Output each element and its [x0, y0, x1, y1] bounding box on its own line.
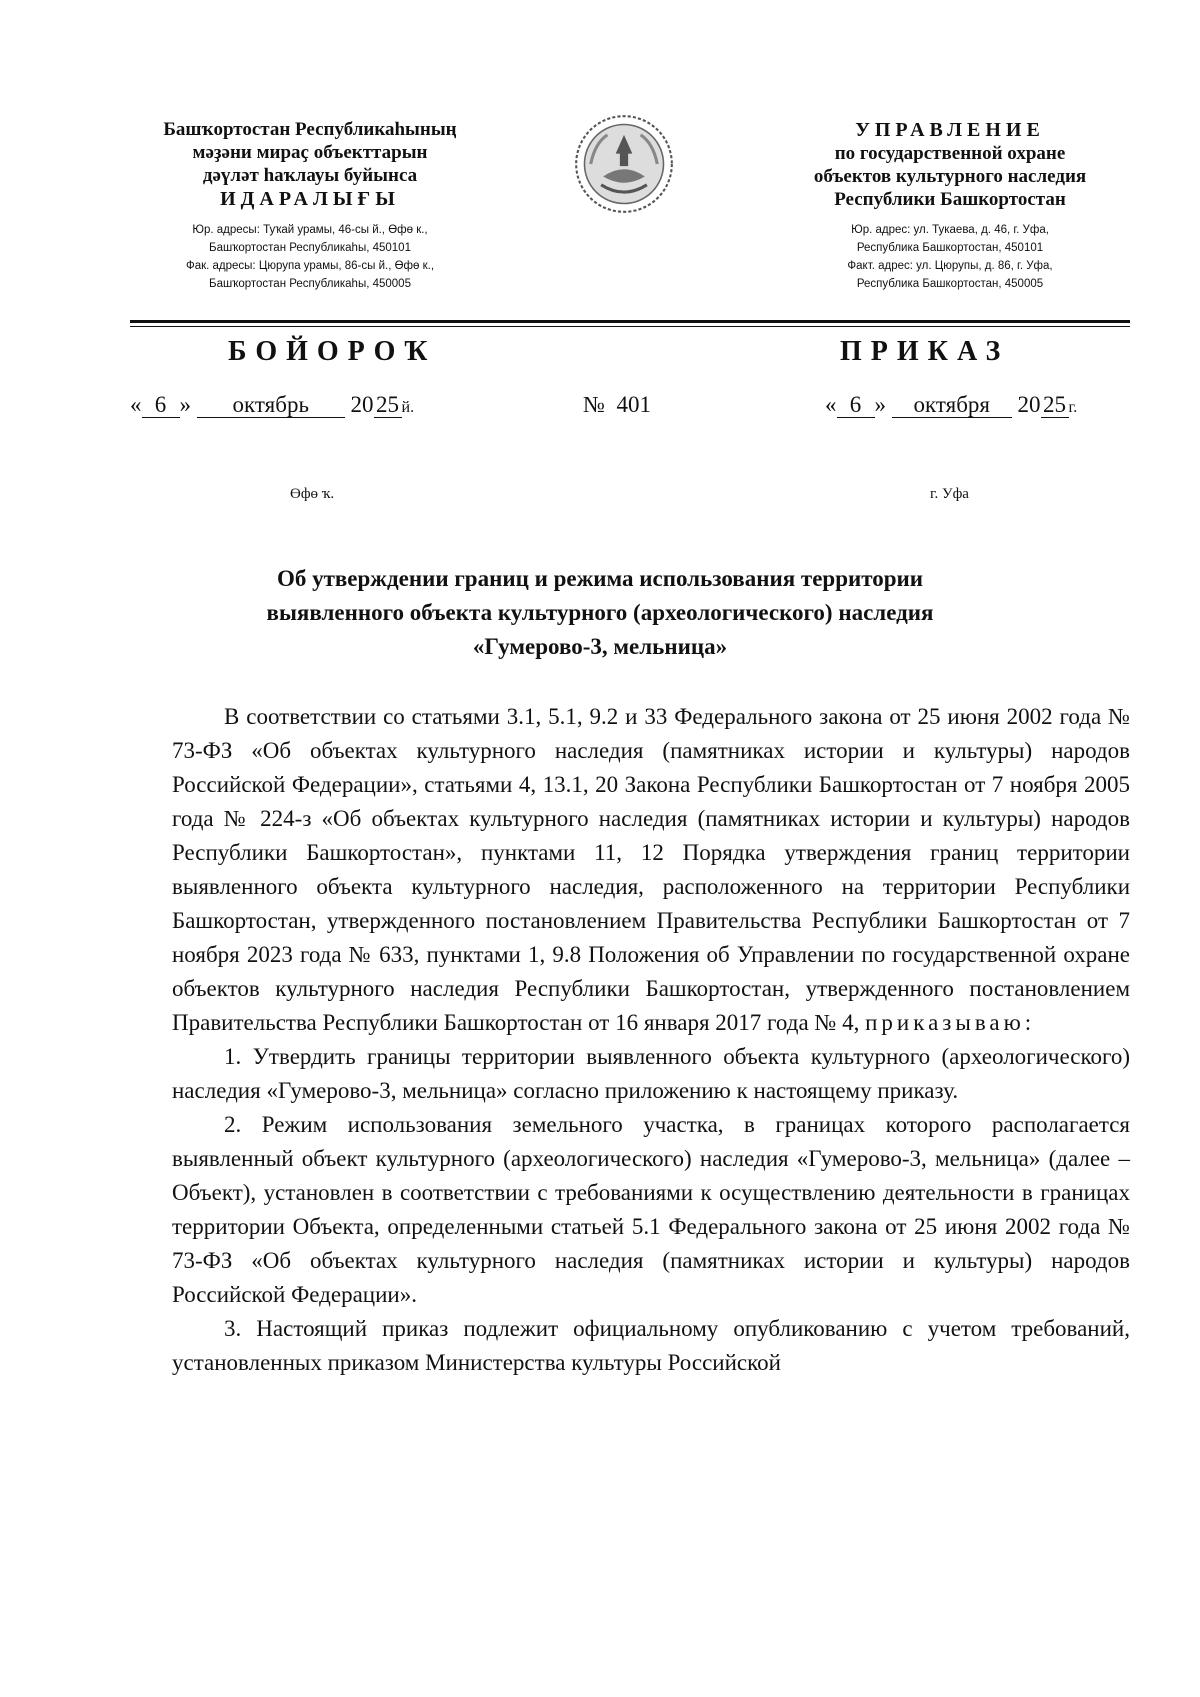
date-month: октября	[892, 393, 1012, 418]
header-divider-thin	[130, 326, 1130, 327]
number-sign: №	[583, 392, 605, 417]
date-suffix: г.	[1068, 399, 1078, 416]
body-paragraph-item-1: 1. Утвердить границы территории выявленного объекта культурного (археологического) наследия «Гумерово-3, мельница» согласно приложению к настоящему приказу.	[172, 1044, 1130, 1103]
coat-of-arms-emblem-icon	[572, 112, 676, 216]
org-name-line: дәүләт һаҡлауы буйынса	[202, 165, 418, 186]
address-line: Юр. адрес: ул. Тукаева, д. 46, г. Уфа,	[851, 224, 1049, 236]
date-right	[825, 392, 1077, 418]
quote-open: «	[130, 392, 142, 417]
quote-open: «	[825, 392, 837, 417]
date-month: октябрь	[197, 393, 345, 418]
document-title	[150, 562, 1050, 664]
org-name-line: объектов культурного наследия	[813, 166, 1087, 187]
order-number	[583, 392, 651, 418]
date-year-prefix: 20	[1017, 392, 1041, 417]
date-day: 6	[837, 393, 875, 418]
number-value: 401	[616, 392, 651, 417]
city-russian: г. Уфа	[930, 486, 969, 502]
address-line: Юр. адресы: Туҡай урамы, 46-сы й., Өфө к.,	[192, 224, 428, 236]
body-paragraph-preamble	[172, 700, 1130, 1040]
address-line: Республика Башкортостан, 450101	[856, 242, 1044, 254]
body-paragraph-item-2: 2. Режим использования земельного участка, в границах которого располагается выявленный объект культурного (археологического) наследия «Гумерово-3, мельница» (далее – Объект), установлен в соответствии с требованиями к осуществлению деятельности в границах территории Объекта, определенными статьей 5.1 Федерального закона от 25 июня 2002 года № 73-ФЗ «Об объектах культурного наследия (памятниках истории и культуры) народов Российской Федерации».	[172, 1112, 1130, 1307]
header-left-org	[130, 118, 490, 293]
address-line: Башҡортостан Республикаһы, 450101	[209, 242, 411, 254]
body-paragraph-item-3: 3. Настоящий приказ подлежит официальному опубликованию с учетом требований, установленных приказом Министерства культуры Российской	[172, 1316, 1130, 1375]
date-left	[130, 392, 414, 418]
address-line: Башҡортостан Республикаһы, 450005	[209, 278, 411, 290]
org-name-line: Республики Башкортостан	[834, 189, 1066, 210]
org-address	[130, 221, 490, 293]
title-line: Об утверждении границ и режима использования территории	[276, 566, 924, 591]
title-line: «Гумерово-3, мельница»	[472, 634, 728, 659]
quote-close: »	[874, 392, 886, 417]
order-word: приказываю:	[865, 1010, 1036, 1035]
doc-type-russian: ПРИКАЗ	[840, 336, 1010, 367]
city-bashkir: Өфө ҡ.	[290, 486, 335, 502]
org-name-line: мәҙәни мираҫ объекттарын	[192, 142, 428, 163]
date-suffix: й.	[401, 399, 415, 416]
address-line: Республика Башкортостан, 450005	[856, 278, 1044, 290]
org-address	[770, 221, 1130, 293]
date-day: 6	[142, 393, 180, 418]
date-year-suffix: 25	[1041, 393, 1069, 418]
org-name-line: Башҡортостан Республикаһының	[163, 119, 457, 140]
address-line: Фак. адресы: Цюрупа урамы, 86-сы й., Өфө к.,	[185, 260, 435, 272]
date-year-prefix: 20	[350, 392, 374, 417]
document-body	[172, 700, 1130, 1380]
preamble-text: В соответствии со статьями 3.1, 5.1, 9.2 и 33 Федерального закона от 25 июня 2002 года № 73-ФЗ «Об объектах культурного наследия (памятниках истории и культуры) народов Российской Федерации», статьями 4, 13.1, 20 Закона Республики Башкортостан от 7 ноября 2005 года № 224-з «Об объектах культурного наследия (памятниках истории и культуры) народов Республики Башкортостан», пунктами 11, 12 Порядка утверждения границ территории выявленного объекта культурного наследия, расположенного на территории Республики Башкортостан, утвержденного постановлением Правительства Республики Башкортостан от 7 ноября 2023 года № 633, пунктами 1, 9.8 Положения об Управлении по государственной охране объектов культурного наследия Республики Башкортостан, утвержденного постановлением Правительства Республики Башкортостан от 16 января 2017 года № 4,	[172, 704, 1130, 1035]
address-line: Факт. адрес: ул. Цюрупы, д. 86, г. Уфа,	[847, 260, 1053, 272]
org-name-line: ИДАРАЛЫҒЫ	[220, 188, 400, 210]
org-name-line: по государственной охране	[834, 143, 1066, 164]
quote-close: »	[179, 392, 191, 417]
org-name-line: УПРАВЛЕНИЕ	[855, 119, 1045, 141]
header-divider	[130, 320, 1130, 323]
doc-type-bashkir: БОЙОРОҠ	[228, 336, 437, 367]
title-line: выявленного объекта культурного (археологического) наследия	[266, 600, 934, 625]
date-year-suffix: 25	[374, 393, 402, 418]
header-right-org	[770, 118, 1130, 293]
